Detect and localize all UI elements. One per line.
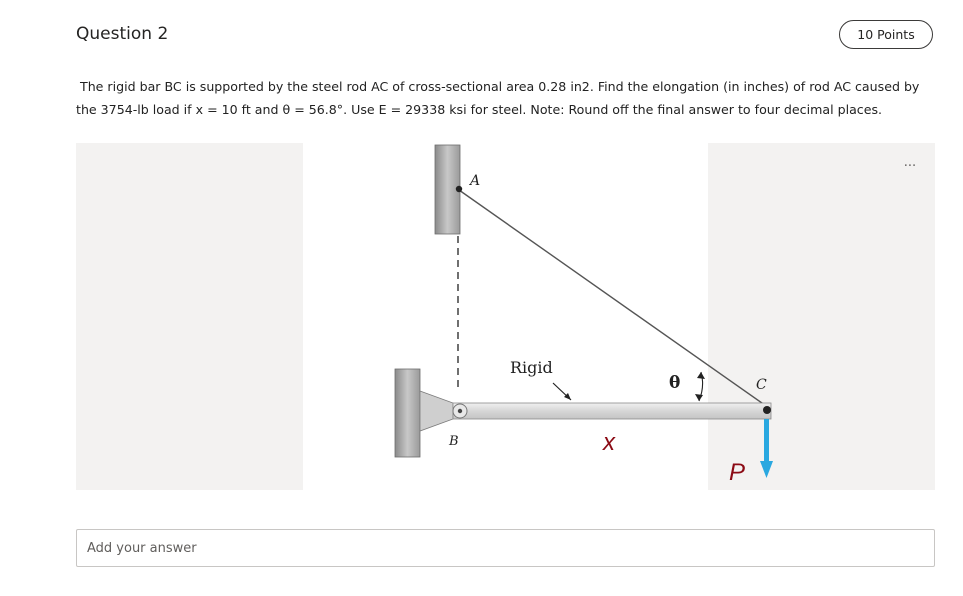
question-title: Question 2 (76, 24, 169, 44)
lower-wall (395, 369, 420, 457)
pin-b-center (458, 409, 462, 413)
answer-input[interactable] (76, 529, 935, 567)
load-arrow-shaft (764, 419, 769, 462)
points-badge: 10 Points (839, 20, 933, 49)
truss-diagram (303, 143, 767, 490)
pin-c (763, 406, 771, 414)
label-p: P (729, 459, 746, 486)
rigid-bar-bc (453, 403, 771, 419)
label-theta: θ (669, 373, 681, 393)
label-x: x (603, 429, 615, 456)
label-b: B (449, 434, 459, 449)
question-text: The rigid bar BC is supported by the steel rod AC of cross-sectional area 0.28 in2. Find the elongation (in inches) of rod AC caused by the 3754-lb load if x = 10 ft and θ = 56.8°. Use E = 29338 ksi for steel. Note: Round off the final answer to four decimal places. (76, 79, 920, 117)
label-c: C (756, 377, 767, 393)
label-rigid: Rigid (510, 358, 553, 377)
pin-a (456, 186, 462, 192)
question-image (76, 143, 935, 490)
image-padding-left (76, 143, 303, 490)
image-padding-right (708, 143, 935, 490)
label-a: A (470, 173, 481, 189)
more-options-button[interactable]: ... (903, 155, 917, 170)
diagram-background (303, 143, 708, 490)
